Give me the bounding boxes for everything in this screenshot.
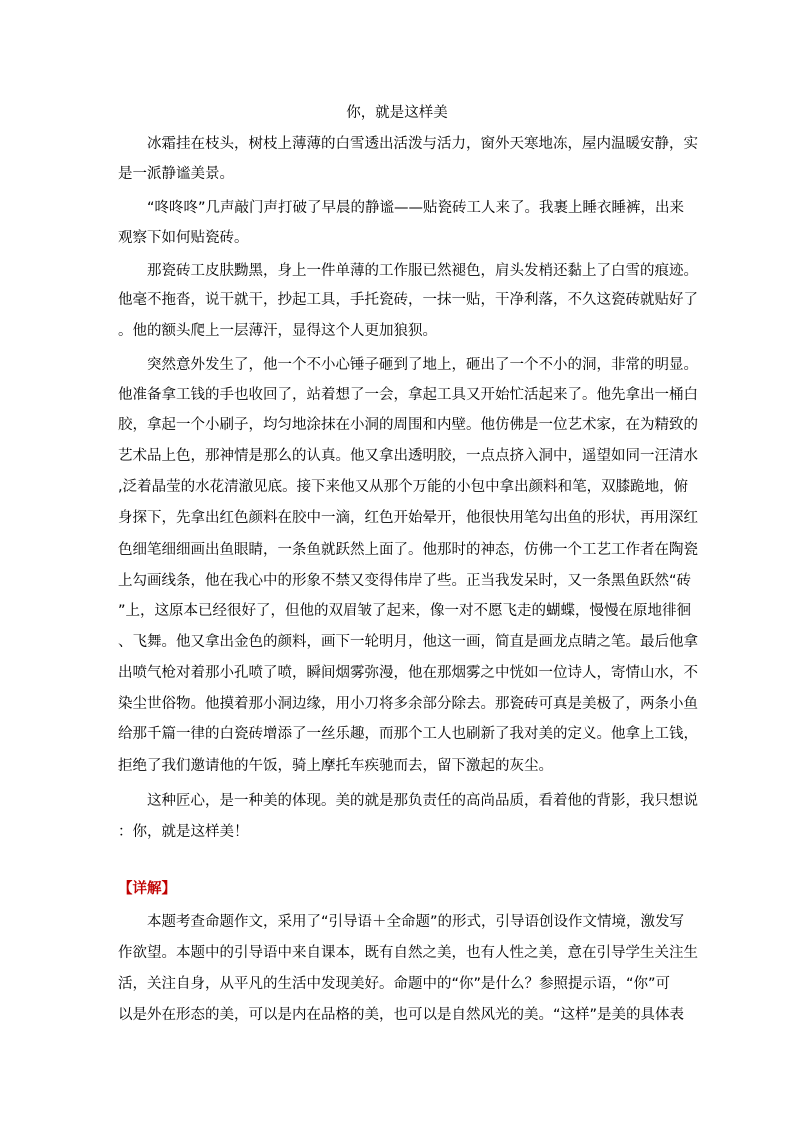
heading-bracket-open: 【 <box>118 881 133 897</box>
essay-line: 出喷气枪对着那小孔喷了喷，瞬间烟雾弥漫，他在那烟雾之中恍如一位诗人，寄情山水，不 <box>118 665 698 681</box>
heading-bracket-close: 】 <box>161 881 176 897</box>
essay-line: 色细笔细细画出鱼眼睛，一条鱼就跃然上面了。他那时的神态，仿佛一个工艺工作者在陶瓷 <box>118 542 698 558</box>
essay-title: 你，就是这样美 <box>346 105 448 121</box>
essay-line: 给那千篇一律的白瓷砖增添了一丝乐趣，而那个工人也刷新了我对美的定义。他拿上工钱， <box>118 726 698 742</box>
heading-text: 详解 <box>132 881 162 897</box>
essay-line: 上勾画线条，他在我心中的形象不禁又变得伟岸了些。正当我发呆时，又一条黑鱼跃然“砖 <box>118 573 692 589</box>
detail-line: 本题考查命题作文，采用了“引导语＋全命题”的形式，引导语创设作文情境，激发写 <box>147 914 685 930</box>
essay-line: 胶，拿起一个小刷子，均匀地涂抹在小洞的周围和内壁。他仿佛是一位艺术家，在为精致的 <box>118 417 698 433</box>
essay-line: ,泛着晶莹的水花清澈见底。接下来他又从那个万能的小包中拿出颜料和笔，双膝跪地，俯 <box>118 479 689 495</box>
detail-line: 活，关注自身，从平凡的生活中发现美好。命题中的“你”是什么？参照提示语，“你”可 <box>118 976 671 992</box>
essay-line: 身探下，先拿出红色颜料在胶中一滴，红色开始晕开，他很快用笔勾出鱼的形状，再用深红 <box>118 510 698 526</box>
detail-heading <box>118 879 176 899</box>
essay-line: 拒绝了我们邀请他的午饭，骑上摩托车疾驰而去，留下激起的灰尘。 <box>118 758 553 774</box>
essay-line: 冰霜挂在枝头，树枝上薄薄的白雪透出活泼与活力，窗外天寒地冻，屋内温暖安静，实 <box>147 136 698 152</box>
detail-line: 作欲望。本题中的引导语中来自课本，既有自然之美，也有人性之美，意在引导学生关注生 <box>118 945 698 961</box>
essay-line: 、飞舞。他又拿出金色的颜料，画下一轮明月，他这一画，简直是画龙点睛之笔。最后他拿 <box>118 634 698 650</box>
essay-line: 艺术品上色，那神情是那么的认真。他又拿出透明胶，一点点挤入洞中，遥望如同一汪清水 <box>118 448 698 464</box>
essay-line: “咚咚咚”几声敲门声打破了早晨的静谧——贴瓷砖工人来了。我裹上睡衣睡裤，出来 <box>147 200 685 216</box>
essay-line: ：你，就是这样美！ <box>118 824 249 840</box>
essay-line: 他毫不拖沓，说干就干，抄起工具，手托瓷砖，一抹一贴，干净利落，不久这瓷砖就贴好了 <box>118 292 698 308</box>
essay-line: 观察下如何贴瓷砖。 <box>118 230 249 246</box>
essay-line: 染尘世俗物。他摸着那小洞边缘，用小刀将多余部分除去。那瓷砖可真是美极了，两条小鱼 <box>118 696 698 712</box>
essay-line: 这种匠心，是一种美的体现。美的就是那负责任的高尚品质，看着他的背影，我只想说 <box>147 793 698 809</box>
essay-line: ”上，这原本已经很好了，但他的双眉皱了起来，像一对不愿飞走的蝴蝶，慢慢在原地徘徊 <box>118 603 692 619</box>
essay-line: 他准备拿工钱的手也收回了，站着想了一会，拿起工具又开始忙活起来了。他先拿出一桶白 <box>118 387 698 403</box>
essay-line: 那瓷砖工皮肤黝黑，身上一件单薄的工作服已然褪色，肩头发梢还黏上了白雪的痕迹。 <box>147 263 698 279</box>
essay-line: 。他的额头爬上一层薄汗，显得这个人更加狼狈。 <box>118 323 437 339</box>
essay-line: 突然意外发生了，他一个不小心锤子砸到了地上，砸出了一个不小的洞，非常的明显。 <box>147 357 698 373</box>
detail-line: 以是外在形态的美，可以是内在品格的美，也可以是自然风光的美。“这样”是美的具体表 <box>118 1007 685 1023</box>
essay-line: 是一派静谧美景。 <box>118 166 234 182</box>
